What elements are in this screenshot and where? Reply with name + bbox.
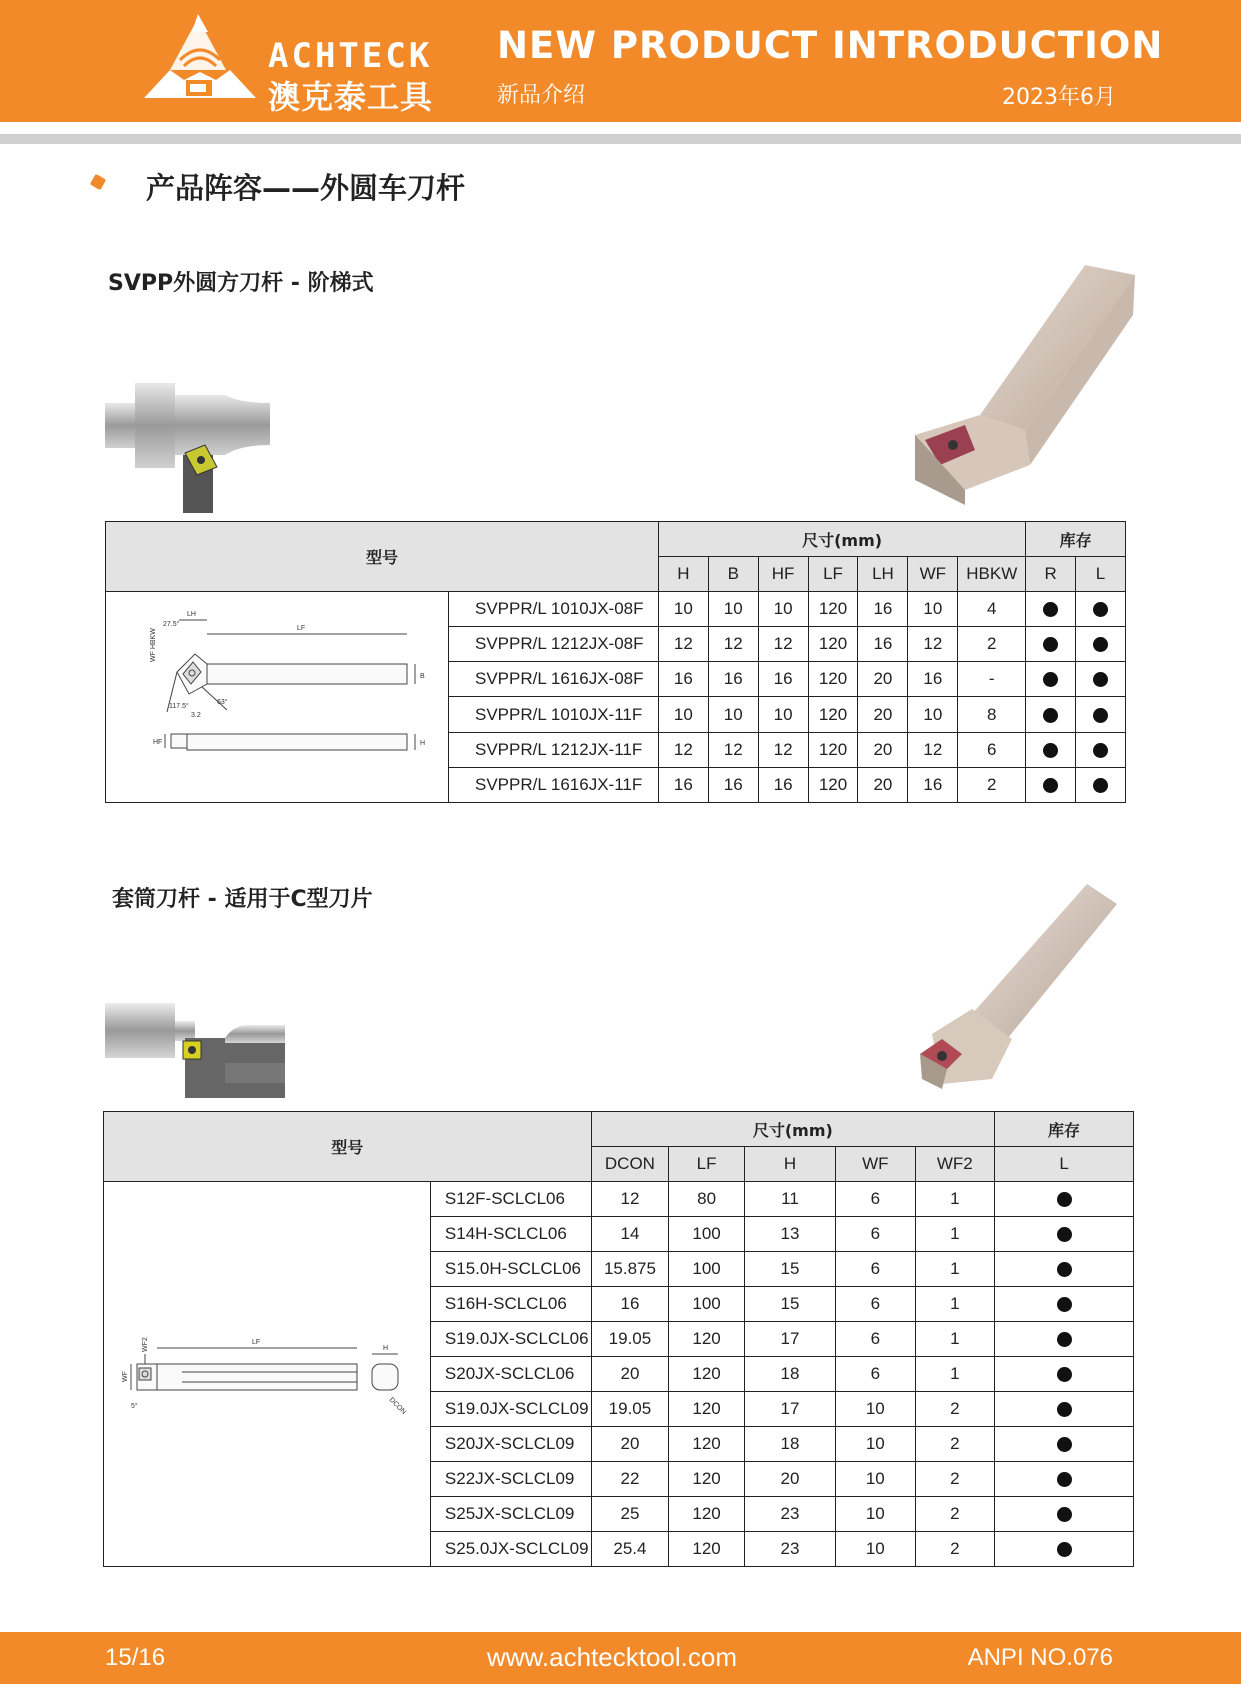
drawing-label: DCON	[387, 1396, 408, 1416]
size-cell: 16	[908, 662, 958, 697]
size-cell: 1	[915, 1357, 995, 1392]
svpp-dimension-drawing	[106, 592, 449, 803]
stock-cell	[995, 1182, 1134, 1217]
size-cell: 2	[915, 1462, 995, 1497]
size-cell: 10	[658, 697, 708, 732]
model-cell: S14H-SCLCL06	[430, 1217, 591, 1252]
drawing-label: 3.2	[190, 712, 201, 719]
boring-bar-3d-image	[912, 884, 1122, 1104]
size-cell: 1	[915, 1287, 995, 1322]
stock-cell	[995, 1462, 1134, 1497]
size-cell: 18	[744, 1427, 835, 1462]
header-subtitle: 新品介绍	[497, 83, 586, 108]
brand-name-en: ACHTECK	[268, 36, 433, 76]
size-cell: 20	[744, 1462, 835, 1497]
size-cell: 120	[669, 1357, 745, 1392]
stock-dot-icon	[1093, 708, 1108, 723]
drawing-label: 27.5°	[162, 621, 180, 628]
size-cell: 16	[658, 662, 708, 697]
stock-dot-icon	[1093, 637, 1108, 652]
stock-dot-icon	[1043, 778, 1058, 793]
stock-cell	[1076, 592, 1126, 627]
stock-cell	[1026, 697, 1076, 732]
size-cell: 120	[808, 662, 858, 697]
stock-dot-icon	[1057, 1332, 1072, 1347]
col-header: WF2	[915, 1147, 995, 1182]
col-model-header: 型号	[104, 1112, 592, 1182]
stock-dot-icon	[1043, 743, 1058, 758]
col-header: R	[1026, 557, 1076, 592]
size-cell: 16	[591, 1287, 669, 1322]
model-cell: S19.0JX-SCLCL09	[430, 1392, 591, 1427]
stock-cell	[1026, 662, 1076, 697]
size-cell: 10	[758, 592, 808, 627]
achteck-logo-icon	[140, 10, 260, 110]
size-cell: 13	[744, 1217, 835, 1252]
stock-dot-icon	[1057, 1297, 1072, 1312]
stock-dot-icon	[1057, 1472, 1072, 1487]
size-cell: 100	[669, 1287, 745, 1322]
size-cell: 120	[669, 1497, 745, 1532]
drawing-label: B	[419, 673, 425, 680]
size-cell: 2	[915, 1392, 995, 1427]
size-cell: 10	[836, 1532, 915, 1567]
stock-dot-icon	[1093, 672, 1108, 687]
page-header	[0, 0, 1241, 122]
stock-dot-icon	[1057, 1367, 1072, 1382]
size-cell: 19.05	[591, 1322, 669, 1357]
size-cell: 8	[958, 697, 1026, 732]
stock-cell	[1076, 767, 1126, 802]
header-date: 2023年6月	[1002, 85, 1116, 110]
size-cell: 120	[808, 767, 858, 802]
size-cell: 20	[858, 662, 908, 697]
size-cell: 20	[591, 1357, 669, 1392]
size-cell: 4	[958, 592, 1026, 627]
size-cell: 18	[744, 1357, 835, 1392]
section2-title: 套筒刀杆 - 适用于C型刀片	[112, 887, 373, 912]
table-row	[106, 592, 1126, 627]
stock-dot-icon	[1093, 778, 1108, 793]
stock-dot-icon	[1093, 743, 1108, 758]
stock-cell	[1026, 767, 1076, 802]
size-cell: 12	[908, 627, 958, 662]
stock-cell	[1026, 732, 1076, 767]
size-cell: 100	[669, 1252, 745, 1287]
size-cell: 10	[658, 592, 708, 627]
size-cell: 6	[836, 1357, 915, 1392]
size-cell: 11	[744, 1182, 835, 1217]
size-cell: 6	[836, 1287, 915, 1322]
size-cell: 23	[744, 1497, 835, 1532]
size-cell: 120	[669, 1392, 745, 1427]
stock-dot-icon	[1043, 637, 1058, 652]
size-cell: 20	[858, 697, 908, 732]
size-cell: 120	[808, 592, 858, 627]
col-size-group-header: 尺寸(mm)	[591, 1112, 995, 1147]
size-cell: 6	[836, 1252, 915, 1287]
anpi-number: ANPI NO.076	[967, 1644, 1113, 1671]
col-header: B	[708, 557, 758, 592]
stock-dot-icon	[1057, 1437, 1072, 1452]
stock-cell	[995, 1322, 1134, 1357]
stock-cell	[995, 1287, 1134, 1322]
size-cell: 23	[744, 1532, 835, 1567]
size-cell: 19.05	[591, 1392, 669, 1427]
stock-dot-icon	[1057, 1192, 1072, 1207]
heading-bullet-icon	[90, 174, 106, 190]
size-cell: 120	[808, 732, 858, 767]
brand-name-cn: 澳克泰工具	[268, 78, 434, 116]
drawing-label: 63°	[216, 699, 228, 706]
stock-dot-icon	[1057, 1227, 1072, 1242]
size-cell: 2	[958, 767, 1026, 802]
size-cell: 15	[744, 1287, 835, 1322]
drawing-label: 117.5°	[168, 703, 189, 710]
stock-cell	[995, 1427, 1134, 1462]
stock-dot-icon	[1057, 1542, 1072, 1557]
stock-cell	[995, 1217, 1134, 1252]
boring-bar-application-illustration	[105, 1003, 285, 1099]
size-cell: 1	[915, 1182, 995, 1217]
size-cell: 6	[958, 732, 1026, 767]
size-cell: 2	[915, 1532, 995, 1567]
size-cell: 10	[836, 1497, 915, 1532]
size-cell: 6	[836, 1322, 915, 1357]
stock-dot-icon	[1043, 672, 1058, 687]
size-cell: 10	[836, 1462, 915, 1497]
model-cell: S15.0H-SCLCL06	[430, 1252, 591, 1287]
size-cell: 12	[658, 627, 708, 662]
size-cell: 6	[836, 1182, 915, 1217]
size-cell: 10	[708, 592, 758, 627]
size-cell: 100	[669, 1217, 745, 1252]
size-cell: 6	[836, 1217, 915, 1252]
col-header: HF	[758, 557, 808, 592]
size-cell: 14	[591, 1217, 669, 1252]
drawing-label: H	[419, 740, 426, 747]
size-cell: 17	[744, 1392, 835, 1427]
svpp-toolholder-3d-image	[905, 265, 1135, 505]
drawing-label: LH	[186, 611, 196, 618]
model-cell: SVPPR/L 1212JX-11F	[448, 732, 658, 767]
size-cell: 120	[669, 1427, 745, 1462]
stock-cell	[1076, 697, 1126, 732]
size-cell: 16	[758, 767, 808, 802]
size-cell: 10	[908, 697, 958, 732]
size-cell: 80	[669, 1182, 745, 1217]
model-cell: S22JX-SCLCL09	[430, 1462, 591, 1497]
size-cell: 16	[708, 662, 758, 697]
size-cell: 16	[708, 767, 758, 802]
size-cell: 12	[708, 627, 758, 662]
size-cell: 12	[708, 732, 758, 767]
col-stock-group-header: 库存	[1026, 522, 1126, 557]
stock-cell	[1076, 627, 1126, 662]
size-cell: 16	[908, 767, 958, 802]
size-cell: 20	[591, 1427, 669, 1462]
model-cell: SVPPR/L 1616JX-08F	[448, 662, 658, 697]
drawing-label: HF	[152, 739, 163, 746]
size-cell: 120	[669, 1322, 745, 1357]
model-cell: S12F-SCLCL06	[430, 1182, 591, 1217]
stock-cell	[1076, 732, 1126, 767]
header-title: NEW PRODUCT INTRODUCTION	[497, 24, 1164, 67]
stock-dot-icon	[1043, 602, 1058, 617]
size-cell: 12	[758, 732, 808, 767]
model-cell: S16H-SCLCL06	[430, 1287, 591, 1322]
size-cell: 16	[858, 627, 908, 662]
size-cell: 12	[658, 732, 708, 767]
table-row	[104, 1182, 1134, 1217]
model-cell: SVPPR/L 1616JX-11F	[448, 767, 658, 802]
stock-cell	[1076, 662, 1126, 697]
model-cell: SVPPR/L 1212JX-08F	[448, 627, 658, 662]
size-cell: 10	[836, 1392, 915, 1427]
size-cell: 120	[808, 697, 858, 732]
model-cell: S20JX-SCLCL06	[430, 1357, 591, 1392]
col-header: WF	[908, 557, 958, 592]
col-size-group-header: 尺寸(mm)	[658, 522, 1025, 557]
stock-cell	[995, 1252, 1134, 1287]
stock-cell	[995, 1392, 1134, 1427]
model-cell: SVPPR/L 1010JX-08F	[448, 592, 658, 627]
size-cell: 25.4	[591, 1532, 669, 1567]
stock-dot-icon	[1043, 708, 1058, 723]
col-header: WF	[836, 1147, 915, 1182]
size-cell: 1	[915, 1217, 995, 1252]
stock-dot-icon	[1057, 1262, 1072, 1277]
sclcl-spec-table	[103, 1111, 1134, 1567]
size-cell: 120	[808, 627, 858, 662]
col-header: HBKW	[958, 557, 1026, 592]
website-link[interactable]: www.achtecktool.com	[487, 1642, 737, 1672]
header-divider	[0, 134, 1241, 144]
page-number: 15/16	[105, 1644, 166, 1671]
model-cell: SVPPR/L 1010JX-11F	[448, 697, 658, 732]
drawing-label: H	[382, 1345, 389, 1352]
drawing-label: WF2	[141, 1337, 149, 1352]
size-cell: 16	[758, 662, 808, 697]
model-cell: S25.0JX-SCLCL09	[430, 1532, 591, 1567]
stock-dot-icon	[1093, 602, 1108, 617]
size-cell: 120	[669, 1462, 745, 1497]
size-cell: 12	[591, 1182, 669, 1217]
stock-cell	[995, 1532, 1134, 1567]
size-cell: 15.875	[591, 1252, 669, 1287]
drawing-label: LF	[251, 1339, 261, 1346]
size-cell: 25	[591, 1497, 669, 1532]
size-cell: 16	[658, 767, 708, 802]
size-cell: 10	[908, 592, 958, 627]
col-stock-group-header: 库存	[995, 1112, 1134, 1147]
size-cell: 120	[669, 1532, 745, 1567]
size-cell: 16	[858, 592, 908, 627]
stock-cell	[995, 1497, 1134, 1532]
size-cell: -	[958, 662, 1026, 697]
size-cell: 2	[915, 1497, 995, 1532]
size-cell: 12	[758, 627, 808, 662]
size-cell: 2	[915, 1427, 995, 1462]
size-cell: 1	[915, 1252, 995, 1287]
size-cell: 22	[591, 1462, 669, 1497]
size-cell: 20	[858, 732, 908, 767]
size-cell: 10	[836, 1427, 915, 1462]
col-header: L	[995, 1147, 1134, 1182]
size-cell: 2	[958, 627, 1026, 662]
size-cell: 15	[744, 1252, 835, 1287]
drawing-label: WF	[121, 1371, 129, 1382]
size-cell: 12	[908, 732, 958, 767]
size-cell: 10	[758, 697, 808, 732]
size-cell: 1	[915, 1322, 995, 1357]
col-header: H	[744, 1147, 835, 1182]
col-model-header: 型号	[106, 522, 659, 592]
stock-cell	[995, 1357, 1134, 1392]
svpp-application-illustration	[105, 383, 275, 513]
col-header: LF	[669, 1147, 745, 1182]
section1-title: SVPP外圆方刀杆 - 阶梯式	[108, 271, 374, 296]
col-header: LF	[808, 557, 858, 592]
size-cell: 20	[858, 767, 908, 802]
drawing-label: LF	[296, 625, 306, 632]
page-heading: 产品阵容——外圆车刀杆	[146, 171, 466, 205]
model-cell: S20JX-SCLCL09	[430, 1427, 591, 1462]
drawing-label: 5°	[130, 1403, 138, 1410]
model-cell: S19.0JX-SCLCL06	[430, 1322, 591, 1357]
page-footer	[0, 1632, 1241, 1684]
stock-cell	[1026, 592, 1076, 627]
svpp-spec-table	[105, 521, 1126, 803]
stock-dot-icon	[1057, 1402, 1072, 1417]
drawing-label: WF HBKW	[149, 628, 157, 662]
col-header: L	[1076, 557, 1126, 592]
col-header: H	[658, 557, 708, 592]
stock-cell	[1026, 627, 1076, 662]
col-header: DCON	[591, 1147, 669, 1182]
size-cell: 17	[744, 1322, 835, 1357]
stock-dot-icon	[1057, 1507, 1072, 1522]
sclcl-dimension-drawing	[104, 1182, 431, 1567]
size-cell: 10	[708, 697, 758, 732]
model-cell: S25JX-SCLCL09	[430, 1497, 591, 1532]
col-header: LH	[858, 557, 908, 592]
